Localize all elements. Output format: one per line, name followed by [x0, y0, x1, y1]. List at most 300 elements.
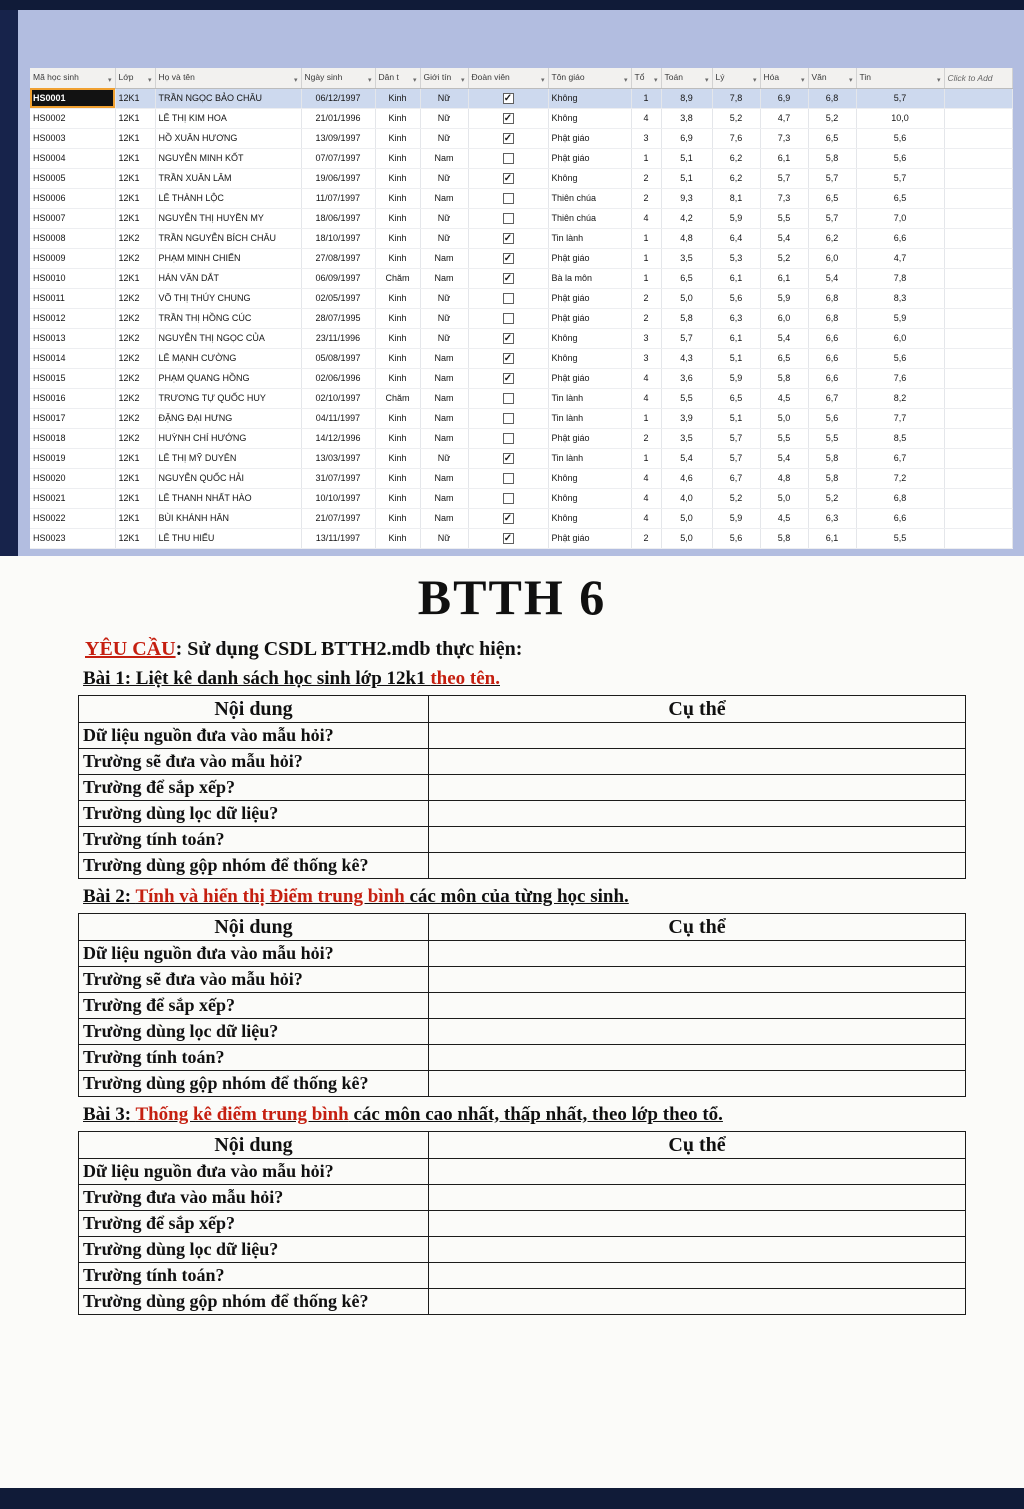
- cell-ho_va_ten[interactable]: HUỲNH CHÍ HƯỚNG: [155, 428, 301, 448]
- cell-hoa[interactable]: 7,3: [760, 188, 808, 208]
- cell-dan_toc[interactable]: Chăm: [375, 388, 420, 408]
- cell-lop[interactable]: 12K2: [115, 348, 155, 368]
- cell-tin[interactable]: 6,0: [856, 328, 944, 348]
- cell-ngay_sinh[interactable]: 18/10/1997: [301, 228, 375, 248]
- cell-hoa[interactable]: 6,0: [760, 308, 808, 328]
- cell-ngay_sinh[interactable]: 04/11/1997: [301, 408, 375, 428]
- student-row[interactable]: [30, 528, 1012, 548]
- cell-toan[interactable]: 6,9: [661, 128, 712, 148]
- cell-ly[interactable]: 6,3: [712, 308, 760, 328]
- checkbox-checked-icon[interactable]: ✓: [503, 232, 513, 244]
- cell-ton_giao[interactable]: Tin lành: [548, 228, 631, 248]
- cell-van[interactable]: 5,2: [808, 488, 856, 508]
- cell-tin[interactable]: 6,7: [856, 448, 944, 468]
- cell-dan_toc[interactable]: Kinh: [375, 88, 420, 108]
- cell-hoa[interactable]: 4,5: [760, 388, 808, 408]
- cell-hoa[interactable]: 6,1: [760, 268, 808, 288]
- column-header-van[interactable]: [808, 68, 856, 88]
- cell-toan[interactable]: 5,7: [661, 328, 712, 348]
- cell-tin[interactable]: 4,7: [856, 248, 944, 268]
- cell-doan-vien[interactable]: [468, 408, 548, 428]
- cell-ma_hoc_sinh[interactable]: HS0005: [30, 168, 115, 188]
- cell-ly[interactable]: 7,8: [712, 88, 760, 108]
- cell-gioi_tinh[interactable]: Nam: [420, 248, 468, 268]
- cell-ma_hoc_sinh[interactable]: HS0004: [30, 148, 115, 168]
- cell-tin[interactable]: 10,0: [856, 108, 944, 128]
- cell-ma_hoc_sinh[interactable]: HS0016: [30, 388, 115, 408]
- cell-doan-vien[interactable]: [468, 308, 548, 328]
- cell-lop[interactable]: 12K2: [115, 308, 155, 328]
- cell-ho_va_ten[interactable]: ĐẶNG ĐẠI HƯNG: [155, 408, 301, 428]
- cell-gioi_tinh[interactable]: Nam: [420, 268, 468, 288]
- filter-dropdown-icon[interactable]: ▾: [936, 76, 941, 84]
- cell-gioi_tinh[interactable]: Nam: [420, 188, 468, 208]
- cell-gioi_tinh[interactable]: Nữ: [420, 108, 468, 128]
- cell-doan-vien[interactable]: [468, 508, 548, 528]
- cell-doan-vien[interactable]: [468, 448, 548, 468]
- cell-toan[interactable]: 3,8: [661, 108, 712, 128]
- cell-gioi_tinh[interactable]: Nam: [420, 408, 468, 428]
- cell-ly[interactable]: 6,1: [712, 268, 760, 288]
- cell-toan[interactable]: 4,0: [661, 488, 712, 508]
- cell-ma_hoc_sinh[interactable]: HS0009: [30, 248, 115, 268]
- cell-to[interactable]: 1: [631, 148, 661, 168]
- cell-hoa[interactable]: 5,8: [760, 368, 808, 388]
- cell-ton_giao[interactable]: Phật giáo: [548, 428, 631, 448]
- cell-hoa[interactable]: 4,8: [760, 468, 808, 488]
- cell-doan-vien[interactable]: [468, 248, 548, 268]
- column-header-ly[interactable]: [712, 68, 760, 88]
- cell-tin[interactable]: 7,0: [856, 208, 944, 228]
- cell-ho_va_ten[interactable]: LÊ THỊ MỸ DUYÊN: [155, 448, 301, 468]
- cell-ho_va_ten[interactable]: LÊ THỊ KIM HOA: [155, 108, 301, 128]
- cell-ho_va_ten[interactable]: HỒ XUÂN HƯƠNG: [155, 128, 301, 148]
- cell-van[interactable]: 6,3: [808, 508, 856, 528]
- cell-ma_hoc_sinh[interactable]: HS0006: [30, 188, 115, 208]
- cell-dan_toc[interactable]: Kinh: [375, 248, 420, 268]
- cell-toan[interactable]: 5,8: [661, 308, 712, 328]
- cell-ngay_sinh[interactable]: 02/10/1997: [301, 388, 375, 408]
- cell-to[interactable]: 2: [631, 528, 661, 548]
- cell-toan[interactable]: 3,9: [661, 408, 712, 428]
- cell-lop[interactable]: 12K1: [115, 88, 155, 108]
- cell-toan[interactable]: 5,0: [661, 528, 712, 548]
- cell-ton_giao[interactable]: Không: [548, 88, 631, 108]
- filter-dropdown-icon[interactable]: ▾: [848, 76, 853, 84]
- cell-ngay_sinh[interactable]: 23/11/1996: [301, 328, 375, 348]
- filter-dropdown-icon[interactable]: ▾: [800, 76, 805, 84]
- cell-ton_giao[interactable]: Phật giáo: [548, 308, 631, 328]
- cell-lop[interactable]: 12K2: [115, 368, 155, 388]
- cell-lop[interactable]: 12K2: [115, 428, 155, 448]
- cell-ngay_sinh[interactable]: 31/07/1997: [301, 468, 375, 488]
- cell-lop[interactable]: 12K1: [115, 128, 155, 148]
- cell-ngay_sinh[interactable]: 27/08/1997: [301, 248, 375, 268]
- checkbox-unchecked-icon[interactable]: [503, 493, 514, 504]
- filter-dropdown-icon[interactable]: ▾: [293, 76, 298, 84]
- cell-toan[interactable]: 3,5: [661, 428, 712, 448]
- cell-lop[interactable]: 12K1: [115, 168, 155, 188]
- cell-tin[interactable]: 5,6: [856, 148, 944, 168]
- cell-ho_va_ten[interactable]: NGUYỄN MINH KỐT: [155, 148, 301, 168]
- student-row[interactable]: [30, 468, 1012, 488]
- cell-doan-vien[interactable]: [468, 368, 548, 388]
- cell-lop[interactable]: 12K1: [115, 508, 155, 528]
- cell-to[interactable]: 1: [631, 88, 661, 108]
- cell-ngay_sinh[interactable]: 02/05/1997: [301, 288, 375, 308]
- checkbox-checked-icon[interactable]: ✓: [503, 172, 513, 184]
- cell-ton_giao[interactable]: Tin lành: [548, 408, 631, 428]
- cell-ton_giao[interactable]: Không: [548, 168, 631, 188]
- cell-to[interactable]: 1: [631, 248, 661, 268]
- student-row[interactable]: [30, 508, 1012, 528]
- student-row[interactable]: [30, 128, 1012, 148]
- cell-van[interactable]: 5,8: [808, 448, 856, 468]
- cell-ho_va_ten[interactable]: VÕ THỊ THÚY CHUNG: [155, 288, 301, 308]
- column-header-ma_hoc_sinh[interactable]: [30, 68, 115, 88]
- checkbox-checked-icon[interactable]: ✓: [503, 372, 513, 384]
- cell-doan-vien[interactable]: [468, 528, 548, 548]
- cell-dan_toc[interactable]: Kinh: [375, 228, 420, 248]
- cell-dan_toc[interactable]: Kinh: [375, 448, 420, 468]
- cell-ly[interactable]: 6,5: [712, 388, 760, 408]
- student-row[interactable]: [30, 428, 1012, 448]
- cell-ma_hoc_sinh[interactable]: HS0023: [30, 528, 115, 548]
- cell-ly[interactable]: 6,2: [712, 168, 760, 188]
- cell-ma_hoc_sinh[interactable]: HS0013: [30, 328, 115, 348]
- cell-hoa[interactable]: 6,1: [760, 148, 808, 168]
- cell-ngay_sinh[interactable]: 18/06/1997: [301, 208, 375, 228]
- cell-dan_toc[interactable]: Kinh: [375, 188, 420, 208]
- cell-gioi_tinh[interactable]: Nữ: [420, 128, 468, 148]
- cell-to[interactable]: 1: [631, 408, 661, 428]
- cell-to[interactable]: 1: [631, 268, 661, 288]
- cell-lop[interactable]: 12K1: [115, 488, 155, 508]
- cell-gioi_tinh[interactable]: Nữ: [420, 288, 468, 308]
- student-row[interactable]: [30, 88, 1012, 108]
- cell-ngay_sinh[interactable]: 14/12/1996: [301, 428, 375, 448]
- cell-tin[interactable]: 7,2: [856, 468, 944, 488]
- cell-toan[interactable]: 5,0: [661, 288, 712, 308]
- cell-tin[interactable]: 8,5: [856, 428, 944, 448]
- cell-hoa[interactable]: 6,9: [760, 88, 808, 108]
- cell-toan[interactable]: 8,9: [661, 88, 712, 108]
- cell-ly[interactable]: 6,4: [712, 228, 760, 248]
- filter-dropdown-icon[interactable]: ▾: [107, 76, 112, 84]
- cell-van[interactable]: 6,6: [808, 328, 856, 348]
- cell-gioi_tinh[interactable]: Nam: [420, 148, 468, 168]
- cell-van[interactable]: 5,7: [808, 168, 856, 188]
- cell-ma_hoc_sinh[interactable]: HS0008: [30, 228, 115, 248]
- cell-van[interactable]: 5,8: [808, 468, 856, 488]
- cell-ton_giao[interactable]: Không: [548, 348, 631, 368]
- cell-hoa[interactable]: 5,7: [760, 168, 808, 188]
- cell-hoa[interactable]: 4,5: [760, 508, 808, 528]
- cell-ly[interactable]: 5,9: [712, 208, 760, 228]
- cell-ton_giao[interactable]: Thiên chúa: [548, 208, 631, 228]
- cell-ho_va_ten[interactable]: NGUYỄN THỊ HUYỀN MY: [155, 208, 301, 228]
- cell-lop[interactable]: 12K1: [115, 108, 155, 128]
- column-header-lop[interactable]: [115, 68, 155, 88]
- cell-toan[interactable]: 3,6: [661, 368, 712, 388]
- student-row[interactable]: [30, 308, 1012, 328]
- checkbox-checked-icon[interactable]: ✓: [503, 252, 513, 264]
- cell-toan[interactable]: 4,2: [661, 208, 712, 228]
- cell-gioi_tinh[interactable]: Nữ: [420, 448, 468, 468]
- cell-toan[interactable]: 3,5: [661, 248, 712, 268]
- cell-gioi_tinh[interactable]: Nữ: [420, 528, 468, 548]
- column-header-ho_va_ten[interactable]: [155, 68, 301, 88]
- cell-van[interactable]: 6,5: [808, 188, 856, 208]
- cell-ma_hoc_sinh[interactable]: HS0015: [30, 368, 115, 388]
- cell-to[interactable]: 2: [631, 188, 661, 208]
- cell-hoa[interactable]: 5,2: [760, 248, 808, 268]
- cell-van[interactable]: 5,5: [808, 428, 856, 448]
- cell-toan[interactable]: 4,6: [661, 468, 712, 488]
- cell-gioi_tinh[interactable]: Nữ: [420, 168, 468, 188]
- cell-hoa[interactable]: 4,7: [760, 108, 808, 128]
- cell-lop[interactable]: 12K2: [115, 328, 155, 348]
- cell-ton_giao[interactable]: Không: [548, 508, 631, 528]
- cell-ly[interactable]: 8,1: [712, 188, 760, 208]
- cell-doan-vien[interactable]: [468, 148, 548, 168]
- cell-hoa[interactable]: 5,4: [760, 228, 808, 248]
- student-row[interactable]: [30, 228, 1012, 248]
- cell-to[interactable]: 4: [631, 508, 661, 528]
- cell-ton_giao[interactable]: Tin lành: [548, 448, 631, 468]
- cell-ngay_sinh[interactable]: 21/07/1997: [301, 508, 375, 528]
- cell-dan_toc[interactable]: Kinh: [375, 148, 420, 168]
- filter-dropdown-icon[interactable]: ▾: [147, 76, 152, 84]
- cell-dan_toc[interactable]: Kinh: [375, 508, 420, 528]
- cell-hoa[interactable]: 5,9: [760, 288, 808, 308]
- cell-ma_hoc_sinh[interactable]: HS0010: [30, 268, 115, 288]
- cell-tin[interactable]: 5,6: [856, 348, 944, 368]
- cell-tin[interactable]: 8,3: [856, 288, 944, 308]
- cell-doan-vien[interactable]: [468, 288, 548, 308]
- cell-to[interactable]: 3: [631, 328, 661, 348]
- cell-lop[interactable]: 12K2: [115, 248, 155, 268]
- column-header-ton_giao[interactable]: [548, 68, 631, 88]
- cell-ngay_sinh[interactable]: 13/09/1997: [301, 128, 375, 148]
- cell-gioi_tinh[interactable]: Nữ: [420, 308, 468, 328]
- cell-van[interactable]: 6,8: [808, 88, 856, 108]
- cell-ngay_sinh[interactable]: 07/07/1997: [301, 148, 375, 168]
- cell-van[interactable]: 6,1: [808, 528, 856, 548]
- cell-tin[interactable]: 7,7: [856, 408, 944, 428]
- filter-dropdown-icon[interactable]: ▾: [412, 76, 417, 84]
- cell-ly[interactable]: 5,7: [712, 448, 760, 468]
- cell-doan-vien[interactable]: [468, 108, 548, 128]
- cell-doan-vien[interactable]: [468, 208, 548, 228]
- cell-ho_va_ten[interactable]: PHẠM MINH CHIẾN: [155, 248, 301, 268]
- cell-ho_va_ten[interactable]: LÊ MẠNH CƯỜNG: [155, 348, 301, 368]
- click-to-add-header[interactable]: Click to Add: [944, 68, 1012, 88]
- cell-toan[interactable]: 5,0: [661, 508, 712, 528]
- cell-ly[interactable]: 5,6: [712, 528, 760, 548]
- cell-ngay_sinh[interactable]: 19/06/1997: [301, 168, 375, 188]
- cell-to[interactable]: 2: [631, 168, 661, 188]
- cell-doan-vien[interactable]: [468, 268, 548, 288]
- student-row[interactable]: [30, 188, 1012, 208]
- cell-ly[interactable]: 5,9: [712, 368, 760, 388]
- cell-ho_va_ten[interactable]: TRẦN NGUYỄN BÍCH CHÂU: [155, 228, 301, 248]
- cell-ton_giao[interactable]: Phật giáo: [548, 288, 631, 308]
- cell-hoa[interactable]: 5,5: [760, 208, 808, 228]
- cell-lop[interactable]: 12K2: [115, 408, 155, 428]
- cell-ngay_sinh[interactable]: 13/03/1997: [301, 448, 375, 468]
- cell-van[interactable]: 6,8: [808, 308, 856, 328]
- filter-dropdown-icon[interactable]: ▾: [367, 76, 372, 84]
- cell-to[interactable]: 1: [631, 228, 661, 248]
- cell-ma_hoc_sinh[interactable]: HS0002: [30, 108, 115, 128]
- cell-doan-vien[interactable]: [468, 488, 548, 508]
- student-row[interactable]: [30, 268, 1012, 288]
- cell-dan_toc[interactable]: Kinh: [375, 288, 420, 308]
- cell-lop[interactable]: 12K1: [115, 448, 155, 468]
- cell-to[interactable]: 2: [631, 308, 661, 328]
- checkbox-checked-icon[interactable]: ✓: [503, 352, 513, 364]
- student-row[interactable]: [30, 168, 1012, 188]
- cell-van[interactable]: 5,2: [808, 108, 856, 128]
- cell-dan_toc[interactable]: Kinh: [375, 428, 420, 448]
- cell-lop[interactable]: 12K1: [115, 528, 155, 548]
- cell-gioi_tinh[interactable]: Nam: [420, 388, 468, 408]
- cell-dan_toc[interactable]: Kinh: [375, 328, 420, 348]
- column-header-hoa[interactable]: [760, 68, 808, 88]
- cell-ton_giao[interactable]: Không: [548, 488, 631, 508]
- cell-ma_hoc_sinh[interactable]: HS0020: [30, 468, 115, 488]
- cell-van[interactable]: 6,6: [808, 348, 856, 368]
- filter-dropdown-icon[interactable]: ▾: [460, 76, 465, 84]
- cell-ngay_sinh[interactable]: 05/08/1997: [301, 348, 375, 368]
- checkbox-checked-icon[interactable]: ✓: [503, 532, 513, 544]
- cell-gioi_tinh[interactable]: Nữ: [420, 228, 468, 248]
- filter-dropdown-icon[interactable]: ▾: [540, 76, 545, 84]
- cell-ma_hoc_sinh[interactable]: HS0003: [30, 128, 115, 148]
- cell-ly[interactable]: 6,2: [712, 148, 760, 168]
- cell-ton_giao[interactable]: Bà la môn: [548, 268, 631, 288]
- cell-ma_hoc_sinh[interactable]: HS0019: [30, 448, 115, 468]
- cell-ho_va_ten[interactable]: NGUYỄN THỊ NGỌC CỦA: [155, 328, 301, 348]
- cell-dan_toc[interactable]: Kinh: [375, 168, 420, 188]
- cell-tin[interactable]: 5,5: [856, 528, 944, 548]
- cell-van[interactable]: 5,7: [808, 208, 856, 228]
- cell-doan-vien[interactable]: [468, 168, 548, 188]
- cell-dan_toc[interactable]: Kinh: [375, 108, 420, 128]
- cell-ho_va_ten[interactable]: LÊ THÀNH LỘC: [155, 188, 301, 208]
- cell-lop[interactable]: 12K2: [115, 288, 155, 308]
- cell-van[interactable]: 6,6: [808, 368, 856, 388]
- checkbox-checked-icon[interactable]: ✓: [503, 132, 513, 144]
- column-header-dan_toc[interactable]: [375, 68, 420, 88]
- cell-ly[interactable]: 5,7: [712, 428, 760, 448]
- cell-tin[interactable]: 5,7: [856, 88, 944, 108]
- filter-dropdown-icon[interactable]: ▾: [623, 76, 628, 84]
- cell-dan_toc[interactable]: Kinh: [375, 208, 420, 228]
- cell-doan-vien[interactable]: [468, 388, 548, 408]
- cell-ho_va_ten[interactable]: PHẠM QUANG HỒNG: [155, 368, 301, 388]
- cell-tin[interactable]: 6,6: [856, 228, 944, 248]
- cell-doan-vien[interactable]: [468, 348, 548, 368]
- cell-doan-vien[interactable]: [468, 128, 548, 148]
- cell-ngay_sinh[interactable]: 28/07/1995: [301, 308, 375, 328]
- cell-van[interactable]: 5,4: [808, 268, 856, 288]
- student-row[interactable]: [30, 388, 1012, 408]
- cell-dan_toc[interactable]: Kinh: [375, 308, 420, 328]
- cell-tin[interactable]: 7,6: [856, 368, 944, 388]
- cell-ma_hoc_sinh[interactable]: HS0017: [30, 408, 115, 428]
- checkbox-unchecked-icon[interactable]: [503, 393, 514, 404]
- cell-ho_va_ten[interactable]: HÁN VĂN DẮT: [155, 268, 301, 288]
- cell-toan[interactable]: 4,3: [661, 348, 712, 368]
- cell-hoa[interactable]: 5,4: [760, 328, 808, 348]
- cell-dan_toc[interactable]: Kinh: [375, 488, 420, 508]
- cell-hoa[interactable]: 6,5: [760, 348, 808, 368]
- cell-ma_hoc_sinh[interactable]: HS0014: [30, 348, 115, 368]
- column-header-tin[interactable]: [856, 68, 944, 88]
- student-row[interactable]: [30, 288, 1012, 308]
- cell-toan[interactable]: 4,8: [661, 228, 712, 248]
- cell-dan_toc[interactable]: Kinh: [375, 528, 420, 548]
- cell-ho_va_ten[interactable]: TRẦN THỊ HỒNG CÚC: [155, 308, 301, 328]
- cell-ton_giao[interactable]: Không: [548, 468, 631, 488]
- cell-van[interactable]: 6,2: [808, 228, 856, 248]
- cell-to[interactable]: 3: [631, 128, 661, 148]
- cell-ly[interactable]: 5,6: [712, 288, 760, 308]
- column-header-toan[interactable]: [661, 68, 712, 88]
- cell-lop[interactable]: 12K1: [115, 268, 155, 288]
- student-row[interactable]: [30, 148, 1012, 168]
- cell-to[interactable]: 4: [631, 108, 661, 128]
- cell-ton_giao[interactable]: Phật giáo: [548, 148, 631, 168]
- cell-dan_toc[interactable]: Kinh: [375, 408, 420, 428]
- cell-toan[interactable]: 9,3: [661, 188, 712, 208]
- cell-gioi_tinh[interactable]: Nam: [420, 488, 468, 508]
- cell-doan-vien[interactable]: [468, 188, 548, 208]
- cell-van[interactable]: 6,7: [808, 388, 856, 408]
- student-row[interactable]: [30, 488, 1012, 508]
- cell-tin[interactable]: 6,6: [856, 508, 944, 528]
- cell-to[interactable]: 2: [631, 288, 661, 308]
- cell-to[interactable]: 4: [631, 368, 661, 388]
- cell-tin[interactable]: 5,9: [856, 308, 944, 328]
- cell-ngay_sinh[interactable]: 02/06/1996: [301, 368, 375, 388]
- cell-ton_giao[interactable]: Thiên chúa: [548, 188, 631, 208]
- cell-doan-vien[interactable]: [468, 468, 548, 488]
- filter-dropdown-icon[interactable]: ▾: [704, 76, 709, 84]
- cell-tin[interactable]: 6,5: [856, 188, 944, 208]
- cell-ho_va_ten[interactable]: BÙI KHÁNH HÂN: [155, 508, 301, 528]
- cell-ly[interactable]: 5,2: [712, 108, 760, 128]
- cell-to[interactable]: 4: [631, 388, 661, 408]
- cell-van[interactable]: 6,8: [808, 288, 856, 308]
- cell-ton_giao[interactable]: Phật giáo: [548, 128, 631, 148]
- cell-ngay_sinh[interactable]: 06/09/1997: [301, 268, 375, 288]
- cell-toan[interactable]: 6,5: [661, 268, 712, 288]
- cell-ly[interactable]: 5,2: [712, 488, 760, 508]
- checkbox-unchecked-icon[interactable]: [503, 413, 514, 424]
- cell-ngay_sinh[interactable]: 10/10/1997: [301, 488, 375, 508]
- cell-lop[interactable]: 12K1: [115, 188, 155, 208]
- cell-ly[interactable]: 6,7: [712, 468, 760, 488]
- checkbox-unchecked-icon[interactable]: [503, 433, 514, 444]
- cell-ly[interactable]: 5,3: [712, 248, 760, 268]
- student-row[interactable]: [30, 328, 1012, 348]
- cell-ho_va_ten[interactable]: LÊ THANH NHẤT HÀO: [155, 488, 301, 508]
- cell-ly[interactable]: 5,9: [712, 508, 760, 528]
- cell-ly[interactable]: 6,1: [712, 328, 760, 348]
